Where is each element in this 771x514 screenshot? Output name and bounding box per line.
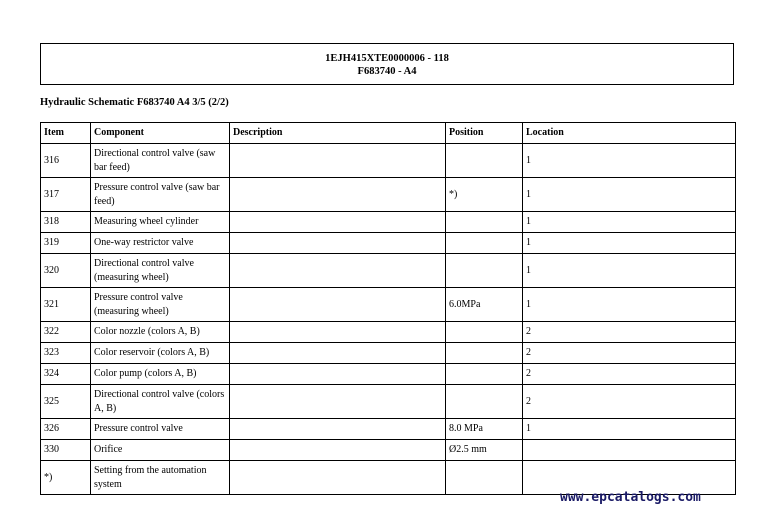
cell-item: 321 (41, 288, 91, 322)
cell-description (230, 364, 446, 385)
table-row (41, 385, 736, 419)
cell-description (230, 212, 446, 233)
cell-component: Pressure control valve (91, 419, 230, 440)
table-row (41, 233, 736, 254)
cell-item: 330 (41, 440, 91, 461)
section-title: Hydraulic Schematic F683740 A4 3/5 (2/2) (40, 97, 229, 108)
table-row (41, 288, 736, 322)
cell-description (230, 144, 446, 178)
cell-location: 2 (523, 322, 736, 343)
cell-component: One-way restrictor valve (91, 233, 230, 254)
parts-table (40, 122, 736, 495)
cell-description (230, 178, 446, 212)
cell-component: Directional control valve (saw bar feed) (91, 144, 230, 178)
cell-component: Setting from the automation system (91, 461, 230, 495)
column-header-position: Position (446, 123, 523, 144)
cell-position (446, 144, 523, 178)
cell-description (230, 440, 446, 461)
cell-component: Measuring wheel cylinder (91, 212, 230, 233)
table-row (41, 364, 736, 385)
cell-description (230, 461, 446, 495)
table-row (41, 322, 736, 343)
cell-location: 1 (523, 178, 736, 212)
column-header-component: Component (91, 123, 230, 144)
table-row (41, 212, 736, 233)
table-header-row (41, 123, 736, 144)
document-header (40, 43, 734, 85)
cell-location: 1 (523, 254, 736, 288)
document-revision: F683740 - A4 (357, 66, 417, 77)
cell-description (230, 385, 446, 419)
cell-position (446, 385, 523, 419)
cell-component: Color pump (colors A, B) (91, 364, 230, 385)
cell-location: 2 (523, 385, 736, 419)
watermark-text: www.epcatalogs.com (560, 490, 701, 505)
cell-location: 2 (523, 343, 736, 364)
cell-description (230, 254, 446, 288)
cell-item: 316 (41, 144, 91, 178)
cell-position: 8.0 MPa (446, 419, 523, 440)
cell-location: 1 (523, 212, 736, 233)
cell-component: Orifice (91, 440, 230, 461)
cell-description (230, 233, 446, 254)
cell-component: Directional control valve (colors A, B) (91, 385, 230, 419)
cell-position (446, 254, 523, 288)
cell-description (230, 343, 446, 364)
cell-description (230, 419, 446, 440)
cell-position: Ø2.5 mm (446, 440, 523, 461)
cell-position (446, 343, 523, 364)
cell-position: *) (446, 178, 523, 212)
cell-item: 323 (41, 343, 91, 364)
cell-location (523, 440, 736, 461)
table-row (41, 343, 736, 364)
table-row (41, 144, 736, 178)
cell-item: *) (41, 461, 91, 495)
cell-item: 325 (41, 385, 91, 419)
cell-item: 318 (41, 212, 91, 233)
cell-item: 317 (41, 178, 91, 212)
cell-position (446, 461, 523, 495)
cell-item: 319 (41, 233, 91, 254)
cell-position (446, 233, 523, 254)
cell-location: 1 (523, 288, 736, 322)
cell-position (446, 322, 523, 343)
document-id: 1EJH415XTE0000006 - 118 (325, 53, 449, 64)
table-row (41, 440, 736, 461)
cell-component: Pressure control valve (measuring wheel) (91, 288, 230, 322)
cell-component: Directional control valve (measuring wheel) (91, 254, 230, 288)
cell-component: Color reservoir (colors A, B) (91, 343, 230, 364)
cell-location: 2 (523, 364, 736, 385)
column-header-item: Item (41, 123, 91, 144)
column-header-description: Description (230, 123, 446, 144)
table-row (41, 254, 736, 288)
cell-position (446, 364, 523, 385)
cell-item: 324 (41, 364, 91, 385)
cell-location: 1 (523, 233, 736, 254)
cell-description (230, 288, 446, 322)
table-body (41, 144, 736, 495)
column-header-location: Location (523, 123, 736, 144)
cell-item: 320 (41, 254, 91, 288)
cell-position (446, 212, 523, 233)
cell-location: 1 (523, 144, 736, 178)
cell-item: 322 (41, 322, 91, 343)
cell-component: Color nozzle (colors A, B) (91, 322, 230, 343)
cell-location: 1 (523, 419, 736, 440)
cell-description (230, 322, 446, 343)
cell-component: Pressure control valve (saw bar feed) (91, 178, 230, 212)
cell-item: 326 (41, 419, 91, 440)
cell-position: 6.0MPa (446, 288, 523, 322)
table-row (41, 419, 736, 440)
table-row (41, 178, 736, 212)
